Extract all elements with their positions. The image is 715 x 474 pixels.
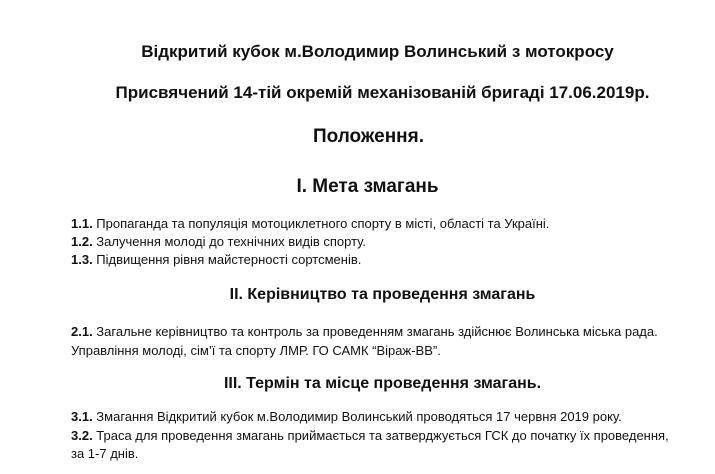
list-item	[71, 323, 701, 342]
item-text: Загальне керівництво та контроль за проведенням змагань здійснює Волинська міська рада.	[92, 324, 658, 339]
section-heading-time-place: III. Термін та місце проведення змагань.	[223, 375, 542, 392]
item-text: Траса для проведення змагань приймається та затверджується ГСК до початку їх проведення,	[92, 428, 669, 443]
item-number: 1.1.	[71, 216, 93, 231]
item-number: 1.2.	[71, 234, 93, 249]
list-item	[71, 233, 701, 252]
item-text: Залучення молоді до технічних видів спорту.	[92, 234, 366, 249]
item-text: Управління молоді, сім’ї та спорту ЛМР. ГО САМК “Віраж-ВВ”.	[71, 343, 441, 358]
section-heading-management: II. Керівництво та проведення змагань	[229, 286, 536, 303]
item-text: Змагання Відкритий кубок м.Володимир Волинський проводяться 17 червня 2019 року.	[92, 409, 622, 424]
item-text: Підвищення рівня майстерності сортсменів.	[92, 252, 362, 267]
item-text: за 1-7 днів.	[71, 446, 139, 461]
list-item-continuation	[71, 445, 701, 464]
item-text: Пропаганда та популяція мотоциклетного спорту в місті, області та Україні.	[92, 216, 550, 231]
list-item-continuation	[71, 342, 701, 361]
item-number: 3.2.	[71, 428, 93, 443]
item-number: 1.3.	[71, 252, 93, 267]
item-number: 3.1.	[71, 409, 93, 424]
list-item	[71, 251, 701, 270]
item-number: 2.1.	[71, 324, 93, 339]
document-title: Відкритий кубок м.Володимир Волинський з мотокросу	[141, 42, 614, 61]
document-heading: Положення.	[312, 126, 425, 147]
list-item	[71, 408, 701, 427]
list-item	[71, 215, 701, 234]
document-subtitle: Присвячений 14-тій окремій механізованій бригаді 17.06.2019р.	[115, 83, 650, 102]
list-item	[71, 427, 701, 446]
section-heading-goals: I. Мета змагань	[296, 176, 439, 197]
